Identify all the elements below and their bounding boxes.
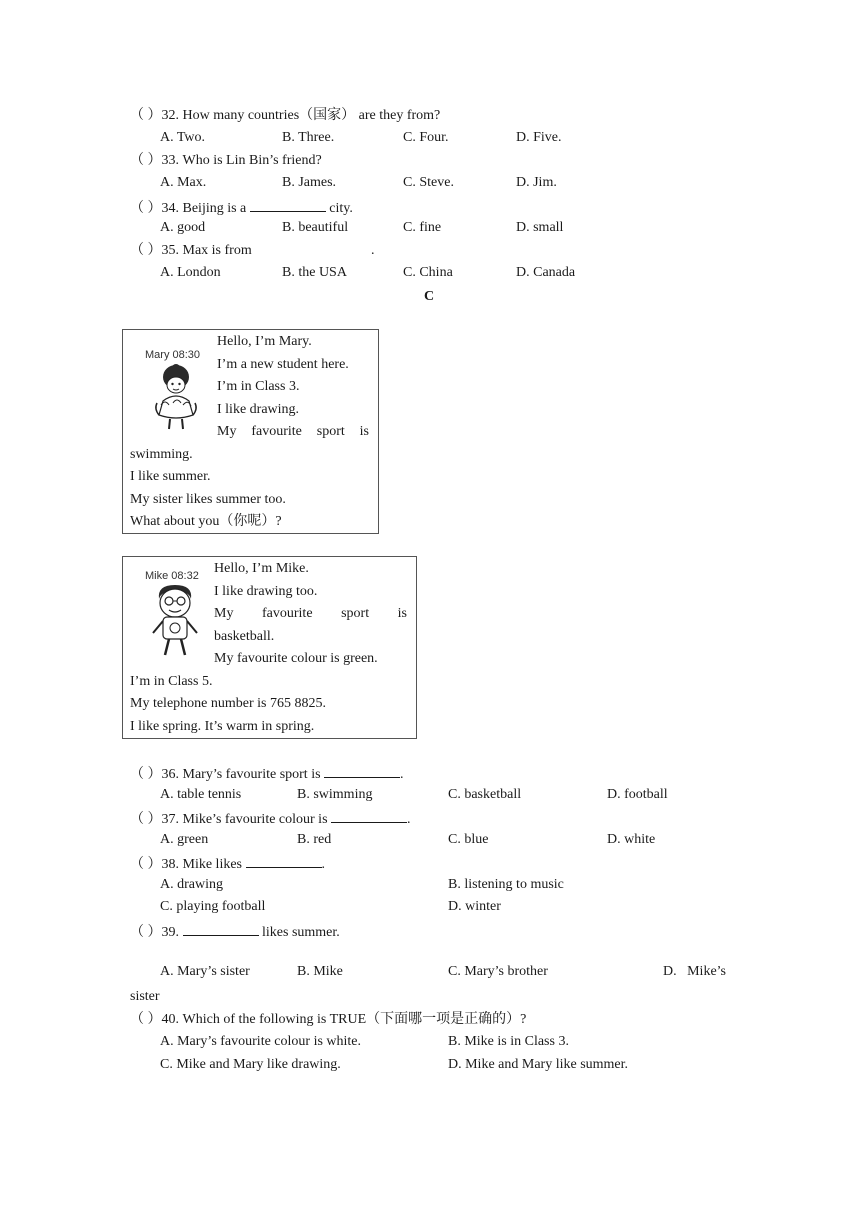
option-c[interactable]: C. China [403,265,453,280]
question-stem-end: . [371,243,375,258]
option-d[interactable]: D. white [607,832,656,847]
message-line: I like summer. [130,469,211,484]
word: is [359,424,369,439]
option-b[interactable]: B. swimming [297,787,373,802]
message-line: I’m a new student here. [217,357,349,372]
word: favourite [262,606,313,621]
question-39 [130,921,340,939]
question-37 [130,808,411,826]
fill-blank[interactable] [246,853,322,868]
girl-avatar-icon [145,363,207,433]
word: is [397,606,407,621]
message-line-justified [217,423,369,441]
option-a[interactable]: A. Mary’s sister [160,964,250,979]
option-c[interactable]: C. Steve. [403,175,454,190]
mary-message-card [122,329,379,534]
question-stem: 39. [161,925,179,940]
option-a[interactable]: A. Two. [160,130,206,145]
message-line: My favourite colour is green. [214,651,378,666]
answer-paren[interactable]: （ ） [130,243,162,258]
option-a[interactable]: A. Max. [160,175,207,190]
option-a[interactable]: A. London [160,265,221,280]
fill-blank[interactable] [183,921,259,936]
mike-message-card [122,556,417,739]
answer-paren[interactable]: （ ） [130,201,162,216]
question-40 [130,1011,526,1029]
answer-paren[interactable]: （ ） [130,857,162,872]
answer-paren[interactable]: （ ） [130,812,162,827]
message-line: What about you（你呢）? [130,514,282,529]
option-b[interactable]: B. the USA [282,265,347,280]
question-stem: 34. Beijing is a [161,201,247,216]
question-stem: 36. Mary’s favourite sport is [161,767,321,782]
question-33 [130,152,322,170]
option-b[interactable]: B. Mike is in Class 3. [448,1034,569,1049]
option-d[interactable]: D. Mike’s [663,964,726,979]
avatar-caption: Mike 08:32 [145,570,199,582]
word: favourite [251,424,302,439]
option-b[interactable]: B. James. [282,175,337,190]
question-stem: 38. Mike likes [161,857,242,872]
option-c[interactable]: C. Mary’s brother [448,964,548,979]
option-d[interactable]: D. small [516,220,564,235]
option-d[interactable]: D. football [607,787,668,802]
word: My [217,424,237,439]
avatar-caption: Mary 08:30 [145,349,201,361]
question-36 [130,763,404,781]
option-d[interactable]: D. Canada [516,265,576,280]
message-line: I’m in Class 3. [217,379,300,394]
option-a[interactable]: A. good [160,220,206,235]
word: My [214,606,234,621]
section-label: C [424,289,435,304]
fill-blank[interactable] [250,197,326,212]
option-b[interactable]: B. Three. [282,130,335,145]
message-line: I’m in Class 5. [130,674,213,689]
question-stem: 33. Who is Lin Bin’s friend? [161,153,322,168]
answer-paren[interactable]: （ ） [130,1012,162,1027]
option-c[interactable]: C. basketball [448,787,522,802]
option-c[interactable]: C. Mike and Mary like drawing. [160,1057,341,1072]
question-34 [130,197,353,215]
option-d-wrap: sister [130,989,160,1004]
answer-paren[interactable]: （ ） [130,153,162,168]
answer-paren[interactable]: （ ） [130,925,162,940]
word: sport [316,424,345,439]
message-line: Hello, I’m Mary. [217,334,312,349]
message-line: basketball. [214,629,275,644]
question-stem-end: . [400,767,404,782]
fill-blank[interactable] [331,808,407,823]
option-b[interactable]: B. Mike [297,964,343,979]
option-c[interactable]: C. fine [403,220,442,235]
option-c[interactable]: C. Four. [403,130,449,145]
message-line: I like drawing too. [214,584,318,599]
option-b[interactable]: B. listening to music [448,877,564,892]
option-b[interactable]: B. beautiful [282,220,349,235]
message-line-justified [214,605,407,623]
question-stem-end: . [321,857,325,872]
message-line: swimming. [130,447,193,462]
option-d[interactable]: D. winter [448,899,501,914]
option-c[interactable]: C. blue [448,832,489,847]
fill-blank[interactable] [324,763,400,778]
word: sport [341,606,370,621]
answer-paren[interactable]: （ ） [130,767,162,782]
question-stem-end: city. [329,201,353,216]
option-d[interactable]: D. Jim. [516,175,557,190]
option-a[interactable]: A. drawing [160,877,223,892]
question-35 [130,242,252,260]
option-a[interactable]: A. green [160,832,209,847]
answer-paren[interactable]: （ ） [130,108,162,123]
option-b[interactable]: B. red [297,832,332,847]
message-line: I like drawing. [217,402,300,417]
message-line: My sister likes summer too. [130,492,286,507]
message-line: My telephone number is 765 8825. [130,696,326,711]
message-line: Hello, I’m Mike. [214,561,309,576]
option-d[interactable]: D. Five. [516,130,562,145]
question-32 [130,107,440,125]
question-stem: 32. How many countries（国家） are they from? [161,108,441,123]
question-stem: 37. Mike’s favourite colour is [161,812,328,827]
question-stem: 40. Which of the following is TRUE（下面哪一项是正确的）? [161,1012,527,1027]
question-stem: 35. Max is from [161,243,252,258]
question-stem-end: likes summer. [262,925,340,940]
option-a[interactable]: A. table tennis [160,787,242,802]
option-d[interactable]: D. Mike and Mary like summer. [448,1057,629,1072]
message-line: I like spring. It’s warm in spring. [130,719,315,734]
boy-avatar-icon [145,583,205,659]
question-38 [130,853,325,871]
question-stem-end: . [407,812,411,827]
option-c[interactable]: C. playing football [160,899,266,914]
option-a[interactable]: A. Mary’s favourite colour is white. [160,1034,362,1049]
